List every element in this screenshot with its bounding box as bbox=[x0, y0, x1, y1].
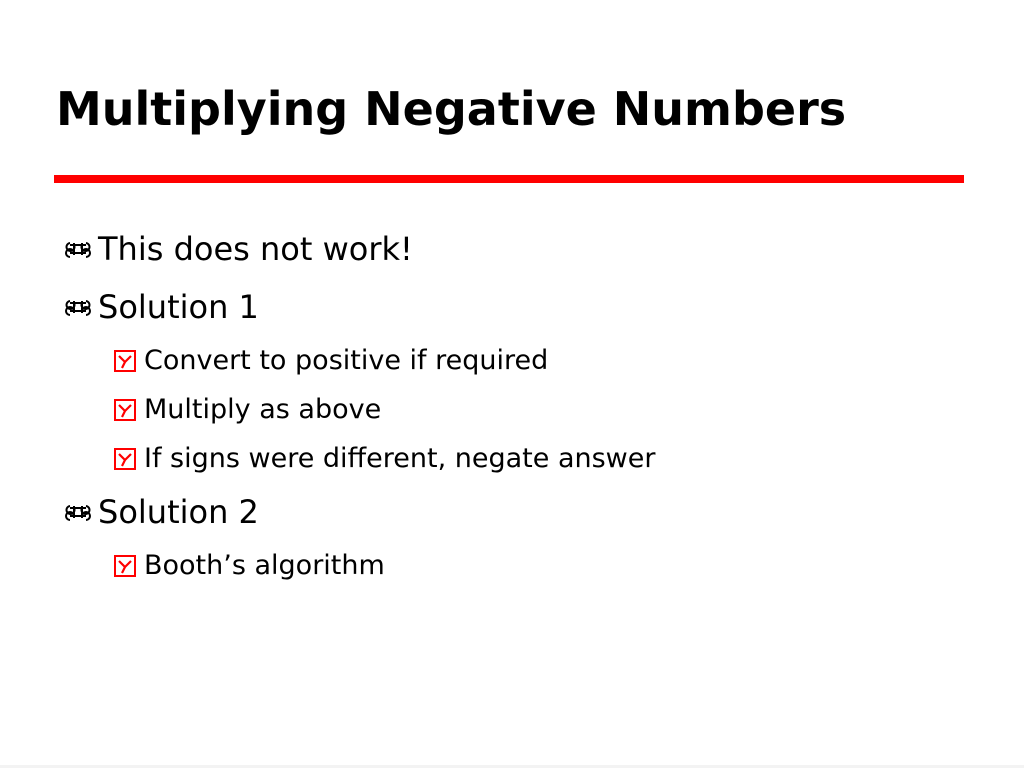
checkbox-icon bbox=[112, 553, 138, 579]
bullet-item bbox=[64, 220, 964, 278]
command-icon bbox=[64, 235, 92, 263]
sub-bullet-item bbox=[64, 336, 964, 385]
checkbox-icon bbox=[112, 446, 138, 472]
bullet-item bbox=[64, 278, 964, 336]
sub-bullet-item bbox=[64, 385, 964, 434]
sub-bullet-item bbox=[64, 541, 964, 590]
title-divider bbox=[54, 175, 964, 183]
sub-bullet-text: Multiply as above bbox=[144, 394, 382, 425]
bullet-item bbox=[64, 483, 964, 541]
sub-bullet-text: Convert to positive if required bbox=[144, 345, 549, 376]
bullet-text: This does not work! bbox=[98, 230, 413, 268]
sub-bullet-text: If signs were different, negate answer bbox=[144, 443, 656, 474]
bullet-text: Solution 1 bbox=[98, 288, 259, 326]
command-icon bbox=[64, 293, 92, 321]
sub-bullet-item bbox=[64, 434, 964, 483]
checkbox-icon bbox=[112, 348, 138, 374]
bullet-list bbox=[64, 220, 964, 590]
checkbox-icon bbox=[112, 397, 138, 423]
bullet-text: Solution 2 bbox=[98, 493, 259, 531]
command-icon bbox=[64, 498, 92, 526]
slide-title: Multiplying Negative Numbers bbox=[56, 82, 847, 136]
sub-bullet-text: Booth’s algorithm bbox=[144, 550, 385, 581]
